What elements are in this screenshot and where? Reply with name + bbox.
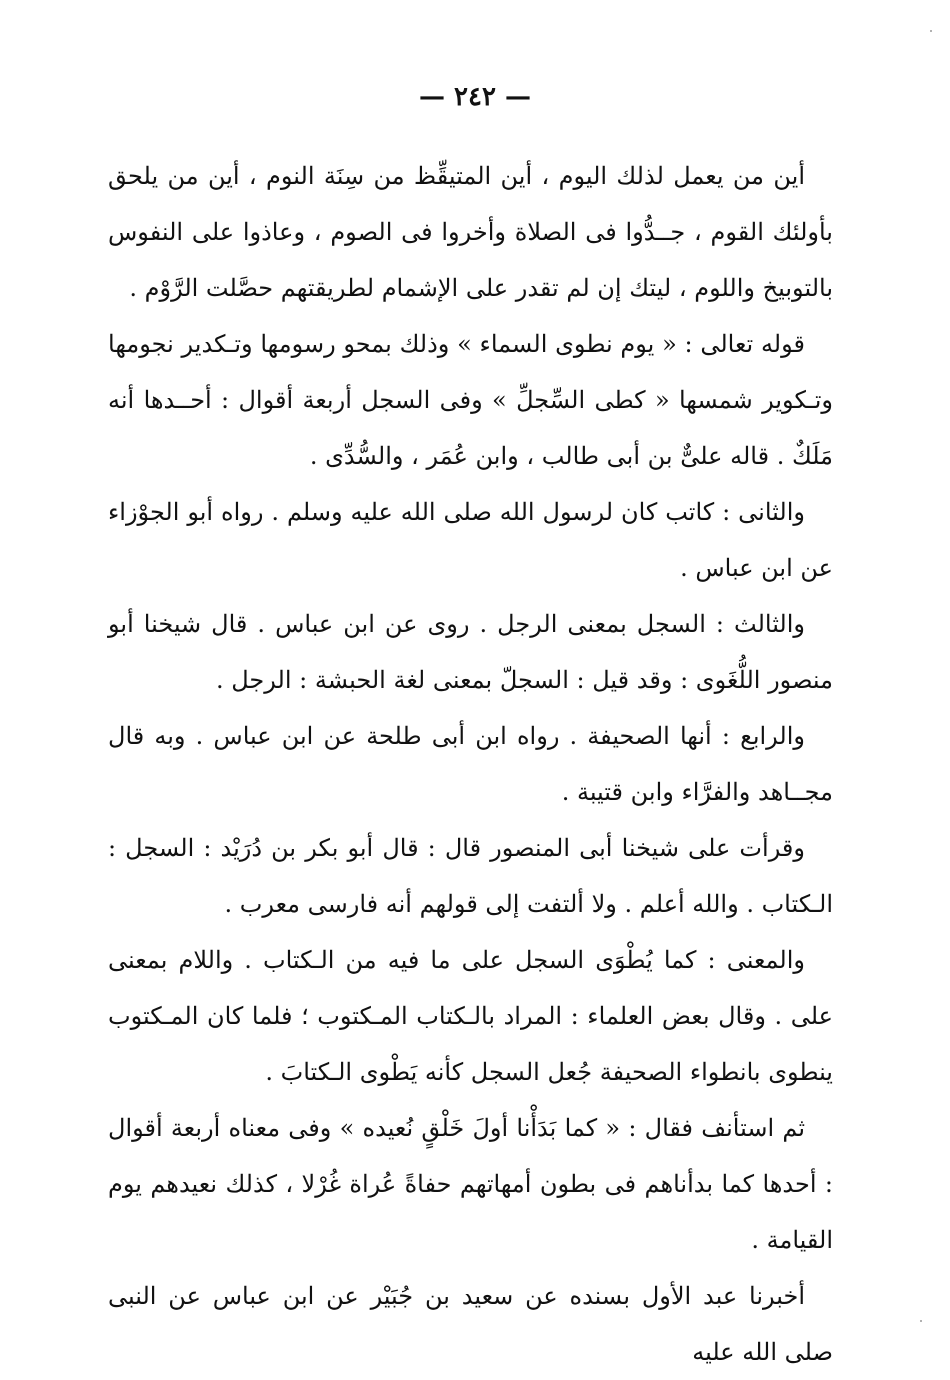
page-number: — ٢٤٢ — [418, 82, 532, 112]
paragraph: قوله تعالى : « يوم نطوى السماء » وذلك بمحو رسومها وتـكدير نجومها وتـكوير شمسها « كطى السِّجلِّ » وفى السجل أربعة أقوال : أحــدها أنه مَلَكٌ . قاله علىٌّ بن أبى طالب ، وابن عُمَر ، والسُّدِّى . [108, 330, 833, 470]
paragraph: أين من يعمل لذلك اليوم ، أين المتيقِّظ من سِنَة النوم ، أين من يلحق بأولئك القوم ، جــدُّوا فى الصلاة وأخروا فى الصوم ، وعاذوا على النفوس بالتوبيخ واللوم ، ليتك إن لم تقدر على الإشمام لطريقتهم حصَّلت الرَّوْم . [108, 162, 833, 302]
paragraph: والثالث : السجل بمعنى الرجل . روى عن ابن عباس . قال شيخنا أبو منصور اللُّغَوى : وقد قيل : السجلّ بمعنى لغة الحبشة : الرجل . [108, 610, 833, 694]
paragraph: والرابع : أنها الصحيفة . رواه ابن أبى طلحة عن ابن عباس . وبه قال مجــاهد والفرَّاء وابن قتيبة . [108, 722, 833, 806]
text-block [108, 148, 833, 1380]
paper-speck [920, 1320, 922, 1322]
paragraph: وقرأت على شيخنا أبى المنصور قال : قال أبو بكر بن دُرَيْد : السجل : الـكتاب . والله أعلم . ولا ألتفت إلى قولهم أنه فارسى معرب . [108, 834, 833, 918]
paper-speck [930, 30, 932, 32]
paragraph: أخبرنا عبد الأول بسنده عن سعيد بن جُبَيْر عن ابن عباس عن النبى صلى الله عليه [108, 1282, 833, 1366]
paragraph: ثم استأنف فقال : « كما بَدَأْنا أولَ خَلْقٍ نُعيده » وفى معناه أربعة أقوال : أحدها كما بدأناهم فى بطون أمهاتهم حفاةً عُراة غُرْلا ، كذلك نعيدهم يوم القيامة . [108, 1114, 833, 1254]
paragraph: والمعنى : كما يُطْوَى السجل على ما فيه من الـكتاب . واللام بمعنى على . وقال بعض العلماء : المراد بالـكتاب المـكتوب ؛ فلما كان المـكتوب ينطوى بانطواء الصحيفة جُعل السجل كأنه يَطْوى الـكتابَ . [108, 946, 833, 1086]
paragraph: والثانى : كاتب كان لرسول الله صلى الله عليه وسلم . رواه أبو الجوْزاء عن ابن عباس . [108, 498, 833, 582]
